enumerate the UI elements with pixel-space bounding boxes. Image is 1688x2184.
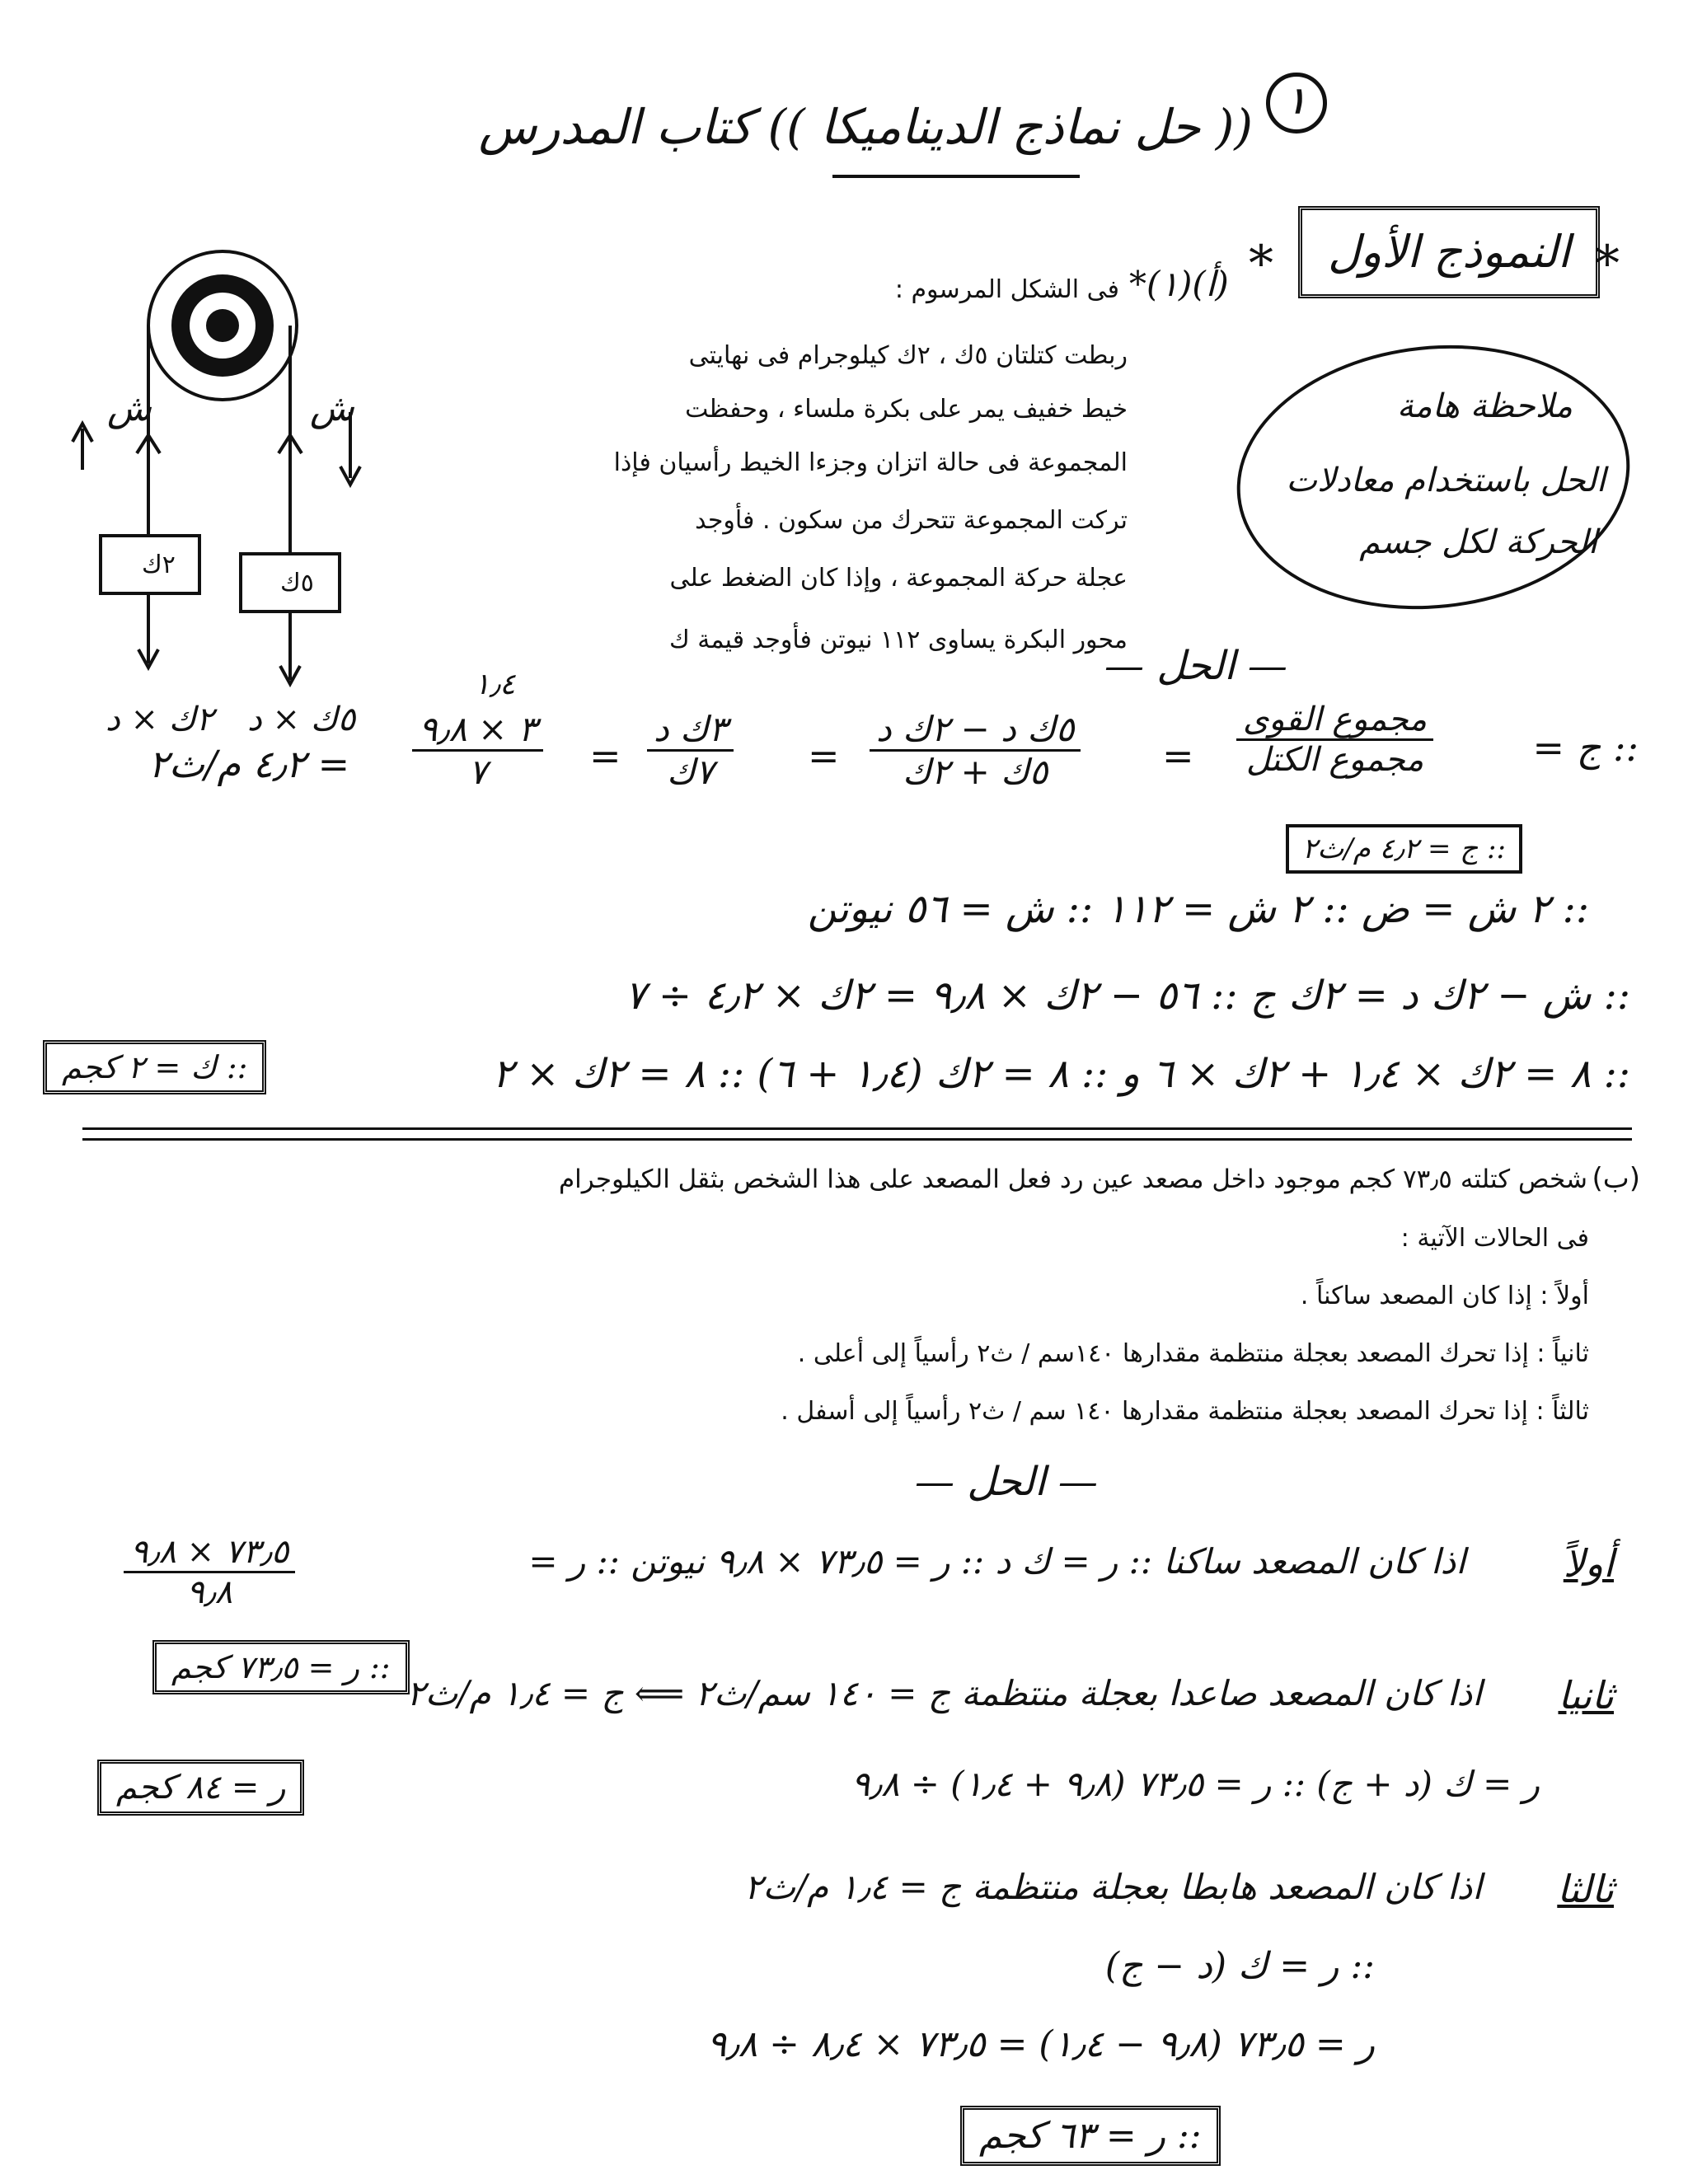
problem-b-line-3: ثانياً : إذا تحرك المصعد بعجلة منتظمة مقدارها ١٤٠سم / ث٢ رأسياً إلى أعلى . xyxy=(797,1339,1589,1368)
k-result-boxed: :: ك = ٢ كجم xyxy=(43,1040,266,1094)
acc-frac-2 xyxy=(870,709,1081,792)
weight-left-label: ٢ك × د xyxy=(106,701,214,738)
problem-b-line-1: فى الحالات الآتية : xyxy=(1400,1224,1589,1253)
frac3-num: ٣ك د xyxy=(647,709,734,752)
frac-forces: مجموع القوى xyxy=(1236,701,1433,741)
problem-b-line-4: ثالثاً : إذا تحرك المصعد بعجلة منتظمة مقدارها ١٤٠ سم / ث٢ رأسياً إلى أسفل . xyxy=(781,1397,1589,1426)
question-a-line-0: فى الشكل المرسوم : xyxy=(894,275,1119,304)
weight-right-label: ٥ك × د xyxy=(247,701,356,738)
frac2-num: ٥ك د − ٢ك د xyxy=(870,709,1081,752)
question-a-label: *(١)(أ) xyxy=(1129,264,1229,304)
case1-label: أولاً xyxy=(1563,1541,1614,1586)
tension-left-label: ش xyxy=(107,387,152,429)
page-number: ١ xyxy=(1266,73,1327,134)
solve-k-line: :: ٨ = ٢ك × ١٫٤ + ٢ك × ٦ و :: ٨ = ٢ك (١٫٤ + ٦) :: ٨ = ٢ك × ٢ xyxy=(492,1051,1630,1097)
frac4-top-note: ١٫٤ xyxy=(474,668,516,701)
acc-frac-3 xyxy=(647,709,734,792)
question-a-line-6: محور البكرة يساوى ١١٢ نيوتن فأوجد قيمة ك xyxy=(668,626,1128,654)
acc-frac-forces-masses xyxy=(1236,701,1433,779)
solution-heading-b: — الحل — xyxy=(915,1459,1098,1505)
question-a-line-2: خيط خفيف يمر على بكرة ملساء ، وحفظت xyxy=(685,395,1128,424)
case3-text: اذا كان المصعد هابطا بعجلة منتظمة ج = ١٫٤ م/ث٢ xyxy=(743,1867,1482,1907)
problem-b-line-0: شخص كتلته ٧٣٫٥ كجم موجود داخل مصعد عين رد فعل المصعد على هذا الشخص بثقل الكيلوجرام xyxy=(558,1165,1587,1194)
case2-text: اذا كان المصعد صاعدا بعجلة منتظمة ج = ١٤٠ سم/ث٢ ⟸ ج = ١٫٤ م/ث٢ xyxy=(406,1673,1482,1713)
frac-masses: مجموع الكتل xyxy=(1245,741,1424,779)
pulley-diagram xyxy=(58,247,371,742)
case1-text: اذا كان المصعد ساكنا :: ر = ك د :: ر = ٧٣٫٥ × ٩٫٨ نيوتن :: ر = xyxy=(528,1541,1465,1582)
frac2-den: ٥ك + ٢ك xyxy=(903,752,1048,792)
model-heading: النموذج الأول xyxy=(1298,206,1600,298)
acc-frac-4 xyxy=(412,709,543,792)
page-title: (( حل نماذج الديناميكا )) كتاب المدرس xyxy=(478,99,1253,155)
frac4-den: ٧ xyxy=(468,752,487,792)
note-line-2: الحركة لكل جسم xyxy=(1359,523,1597,561)
acc-result-boxed: :: ج = ٤٫٢ م/ث٢ xyxy=(1286,824,1522,874)
case1-frac-den: ٩٫٨ xyxy=(186,1573,233,1611)
eq-sign-1: = xyxy=(1162,733,1194,778)
case3-eq1: :: ر = ك (د − ج) xyxy=(1104,1945,1375,1987)
case2-label: ثانيا xyxy=(1558,1673,1614,1718)
pulley-axle xyxy=(206,309,239,342)
section-divider xyxy=(82,1127,1632,1141)
solution-heading-a: — الحل — xyxy=(1104,643,1287,689)
frac3-den: ٧ك xyxy=(667,752,715,792)
acc-result: = ٤٫٢ م/ث٢ xyxy=(148,742,350,786)
title-underline xyxy=(832,175,1080,178)
mass-right-label: ٥ك xyxy=(280,569,314,598)
equation-motion-line: :: ش − ٢ك د = ٢ك ج :: ٥٦ − ٢ك × ٩٫٨ = ٢ك × ٤٫٢ ÷ ٧ xyxy=(624,972,1630,1019)
case3-label: ثالثا xyxy=(1557,1867,1614,1911)
case1-result-boxed: :: ر = ٧٣٫٥ كجم xyxy=(152,1640,410,1694)
case3-eq2: ر = ٧٣٫٥ (٩٫٨ − ١٫٤) = ٧٣٫٥ × ٨٫٤ ÷ ٩٫٨ xyxy=(706,2023,1375,2065)
tension-line: :: ٢ ش = ض :: ٢ ش = ١١٢ :: ش = ٥٦ نيوتن xyxy=(807,886,1589,932)
tension-right-label: ش xyxy=(310,387,354,429)
problem-b-line-2: أولاً : إذا كان المصعد ساكناً . xyxy=(1300,1282,1589,1310)
acc-eq-start: :: ج = xyxy=(1532,725,1639,770)
model-heading-star-right: * xyxy=(1595,235,1620,293)
case2-result-boxed: ر = ٨٤ كجم xyxy=(97,1760,304,1816)
problem-b-label: (ب) xyxy=(1592,1162,1640,1195)
question-a-line-3: المجموعة فى حالة اتزان وجزءا الخيط رأسيان فإذا xyxy=(613,448,1128,477)
eq-sign-3: = xyxy=(589,733,621,778)
eq-sign-2: = xyxy=(808,733,840,778)
mass-left-label: ٢ك xyxy=(142,551,176,579)
question-a-line-4: تركت المجموعة تتحرك من سكون . فأوجد xyxy=(695,506,1128,535)
model-heading-star-left: * xyxy=(1249,235,1273,293)
frac4-num: ٣ × ٩٫٨ xyxy=(412,709,543,752)
case1-fraction xyxy=(124,1533,295,1611)
question-a-line-5: عجلة حركة المجموعة ، وإذا كان الضغط على xyxy=(669,564,1128,593)
case3-result-boxed: :: ر = ٦٣ كجم xyxy=(960,2106,1221,2166)
case1-frac-num: ٧٣٫٥ × ٩٫٨ xyxy=(124,1533,295,1573)
question-a-line-1: ربطت كتلتان ٥ك ، ٢ك كيلوجرام فى نهايتى xyxy=(688,341,1128,370)
note-title: ملاحظة هامة xyxy=(1396,387,1573,425)
case2-eq: ر = ك (د + ج) :: ر = ٧٣٫٥ (٩٫٨ + ١٫٤) ÷ ٩٫٨ xyxy=(851,1764,1540,1804)
note-line-1: الحل باستخدام معادلات xyxy=(1286,462,1606,499)
